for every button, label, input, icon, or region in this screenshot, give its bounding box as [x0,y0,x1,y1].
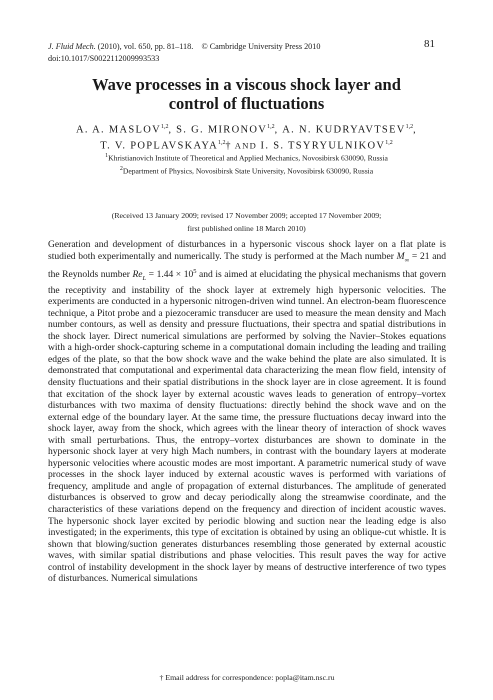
title-line-2: control of fluctuations [168,94,325,113]
author-affiliation-mark: 1,2 [161,124,169,130]
title-line-1: Wave processes in a viscous shock layer and [92,75,401,94]
citation-details: (2010), vol. 650, pp. 81–118. [97,42,194,51]
journal-name: J. Fluid Mech. [48,42,96,51]
corresponding-author-mark: † [225,140,232,152]
author-list: A. A. MASLOV$^{1,2}$, S. G. MIRONOV$^{1,2}$, A. N. KUDRYAVTSEV$^{1,2}$, T. V. POPLAVSKAYA$^{1,2}$† AND I. S. TSYRYULNIKOV$^{1,2}$ [76,124,417,152]
author-name: A. A. MASLOV [76,124,162,136]
author-name: A. N. KUDRYAVTSEV [282,124,406,136]
author-affiliation-mark: 1,2 [405,124,414,130]
doi[interactable]: doi:10.1017/S0022112009993533 [48,53,160,63]
affiliation-1: $^1$Khristianovich Institute of Theoretical and Applied Mechanics, Novosibirsk 630090, Russia [105,153,388,163]
author-name: I. S. TSYRYULNIKOV [260,140,386,152]
author-affiliation-mark: 1,2 [385,139,393,146]
reynolds-symbol: Re [132,269,143,281]
publication-history: (Received 13 January 2009; revised 17 November 2009; accepted 17 November 2009; first published online 18 March 2010) [111,211,382,233]
author-name: T. V. POPLAVSKAYA [100,140,219,152]
author-affiliation-mark: 1,2 [267,124,275,130]
paper-title [30,75,463,113]
journal-citation [48,41,320,64]
affiliation-2: $^2$Department of Physics, Novosibirsk State University, Novosibirsk 630090, Russia [119,166,374,176]
author-name: S. G. MIRONOV [176,124,268,136]
abstract: Generation and development of disturbances in a hypersonic viscous shock layer on a flat plate is studied both experimentally and numerically. The study is performed at the Mach number $M_\infty = 21$ and the Reynolds number $Re_L = 1.44 \times 10^5$ and is aimed at elucidating the physical mechanisms that govern the receptivity and instability of the shock layer at extremely high hypersonic velocities. The experiments are conducted in a hypersonic nitrogen-driven wind tunnel. An electron-beam fluorescence technique, a Pitot probe and a piezoceramic transducer are used to measure the mean density and Mach number contours, as well as density and pressure fluctuations, their spectra and spatial distributions in the shock layer. Direct numerical simulations are performed by solving the Navier–Stokes equations with a high-order shock-capturing scheme in a computational domain including the leading and trailing edges of the plate, so that the bow shock wave and the wake behind the plate are also simulated. It is demonstrated that computational and experimental data characterizing the mean flow field, intensity of density fluctuations and their spatial distributions in the shock layer are in close agreement. It is found that excitation of the shock layer by external acoustic waves leads to generation of entropy–vortex disturbances with two maxima of density fluctuations: directly behind the shock wave and on the external edge of the boundary layer. At the same time, the pressure fluctuations decay inward into the shock layer, away from the shock, which agrees with the linear theory of interaction of shock waves with small perturbations. Thus, the entropy–vortex disturbances are shown to dominate in the hypersonic shock layer at very high Mach numbers, in contrast with the boundary layers at moderate hypersonic velocities where acoustic modes are most important. A parametric numerical study of wave processes in the shock layer induced by external acoustic waves is performed with variations of frequency, amplitude and angle of propagation of external disturbances. The amplitude of generated disturbances is observed to grow and decay periodically along the streamwise coordinate, and the characteristics of these variations depend on the frequency and direction of incident acoustic waves. The hypersonic shock layer excited by periodic blowing and suction near the leading edge is also investigated; in the experiments, this type of excitation is obtained by using an oblique-cut whistle. It is shown that blowing/suction generates disturbances resembling those generated by external acoustic waves, with similar spatial distributions and phase velocities. This result paves the way for active control of instability development in the shock layer by means of destructive interference of two types of disturbances. Numerical simulations [48,239,446,585]
author-affiliation-mark: 1,2 [218,139,226,146]
copyright-notice: © Cambridge University Press 2010 [201,42,321,51]
correspondence-footnote: † Email address for correspondence: popla@itam.nsc.ru [159,673,335,682]
page-number: 81 [424,38,435,50]
mach-symbol: M [396,250,405,262]
